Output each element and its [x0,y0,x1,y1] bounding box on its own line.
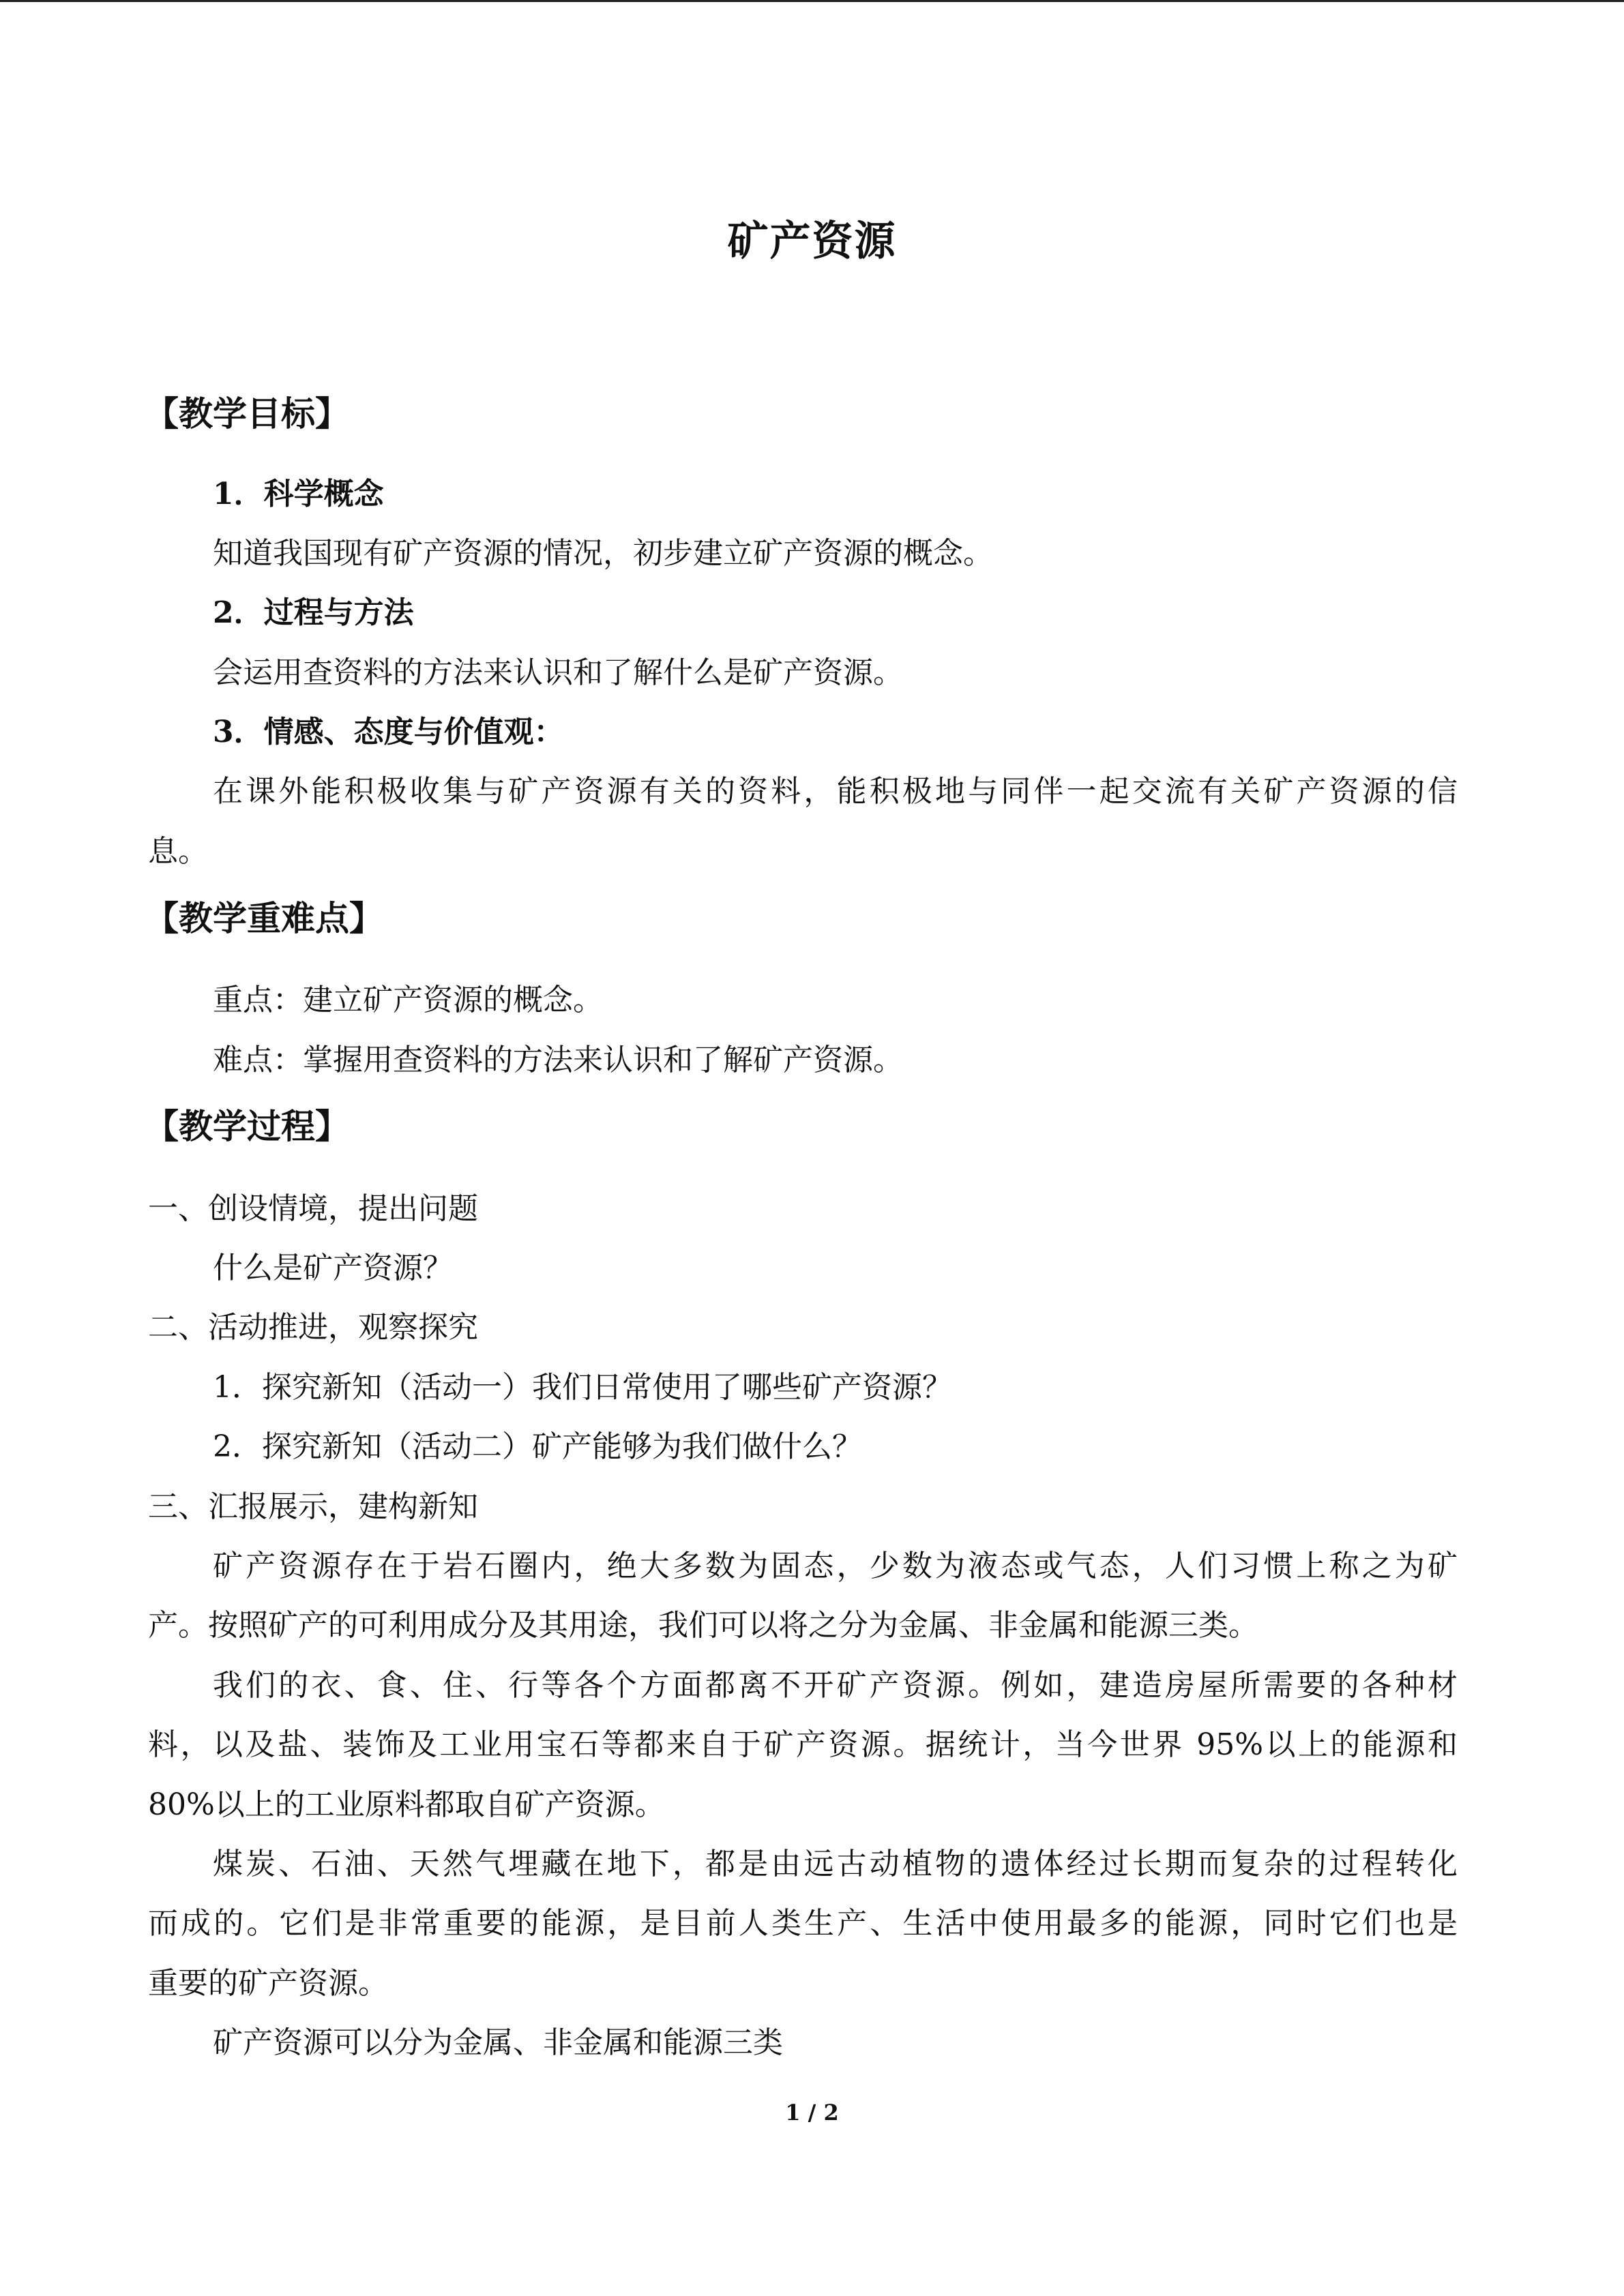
objective-label-2: 2．过程与方法 [213,595,414,630]
objective-text-3-line2: 息。 [148,834,208,869]
key-point-difficulty: 难点：掌握用查资料的方法来认识和了解矿产资源。 [213,1043,903,1077]
heading-process: 【教学过程】 [145,1106,349,1146]
objective-label-3: 3．情感、态度与价值观： [213,715,564,749]
paragraph-3-line-2: 而成的。它们是非常重要的能源，是目前人类生产、生活中使用最多的能源，同时它们也是 [148,1906,1458,1941]
heading-key-points: 【教学重难点】 [145,898,383,938]
objective-label-1: 1．科学概念 [213,477,384,511]
page-number: 1 / 2 [785,2100,839,2126]
page-title: 矿产资源 [727,218,897,265]
process-part3-title: 三、汇报展示，建构新知 [148,1489,478,1524]
key-point-focus: 重点：建立矿产资源的概念。 [213,983,603,1017]
process-part1-title: 一、创设情境，提出问题 [148,1191,478,1226]
paragraph-2-line-3: 80%以上的工业原料都取自矿产资源。 [148,1787,665,1822]
paragraph-2-line-2: 料，以及盐、装饰及工业用宝石等都来自于矿产资源。据统计，当今世界 95%以上的能源和 [148,1727,1458,1762]
paragraph-1-line-1: 矿产资源存在于岩石圈内，绝大多数为固态，少数为液态或气态，人们习惯上称之为矿 [213,1549,1458,1583]
objective-text-1: 知道我国现有矿产资源的情况，初步建立矿产资源的概念。 [213,536,993,571]
paragraph-1-line-2: 产。按照矿产的可利用成分及其用途，我们可以将之分为金属、非金属和能源三类。 [148,1608,1258,1643]
objective-text-3-line1: 在课外能积极收集与矿产资源有关的资料，能积极地与同伴一起交流有关矿产资源的信 [213,774,1458,809]
paragraph-2-line-1: 我们的衣、食、住、行等各个方面都离不开矿产资源。例如，建造房屋所需要的各种材 [213,1668,1458,1703]
paragraph-4: 矿产资源可以分为金属、非金属和能源三类 [213,2025,783,2060]
process-part2-title: 二、活动推进，观察探究 [148,1310,478,1345]
process-part1-question: 什么是矿产资源？ [213,1251,453,1285]
process-activity-1: 1．探究新知（活动一）我们日常使用了哪些矿产资源？ [213,1370,952,1405]
paragraph-3-line-1: 煤炭、石油、天然气埋藏在地下，都是由远古动植物的遗体经过长期而复杂的过程转化 [213,1847,1458,1881]
top-border [0,0,1624,2]
objective-text-2: 会运用查资料的方法来认识和了解什么是矿产资源。 [213,655,903,690]
process-activity-2: 2．探究新知（活动二）矿产能够为我们做什么？ [213,1429,862,1464]
heading-objectives: 【教学目标】 [145,393,349,434]
paragraph-3-line-3: 重要的矿产资源。 [148,1966,388,2001]
